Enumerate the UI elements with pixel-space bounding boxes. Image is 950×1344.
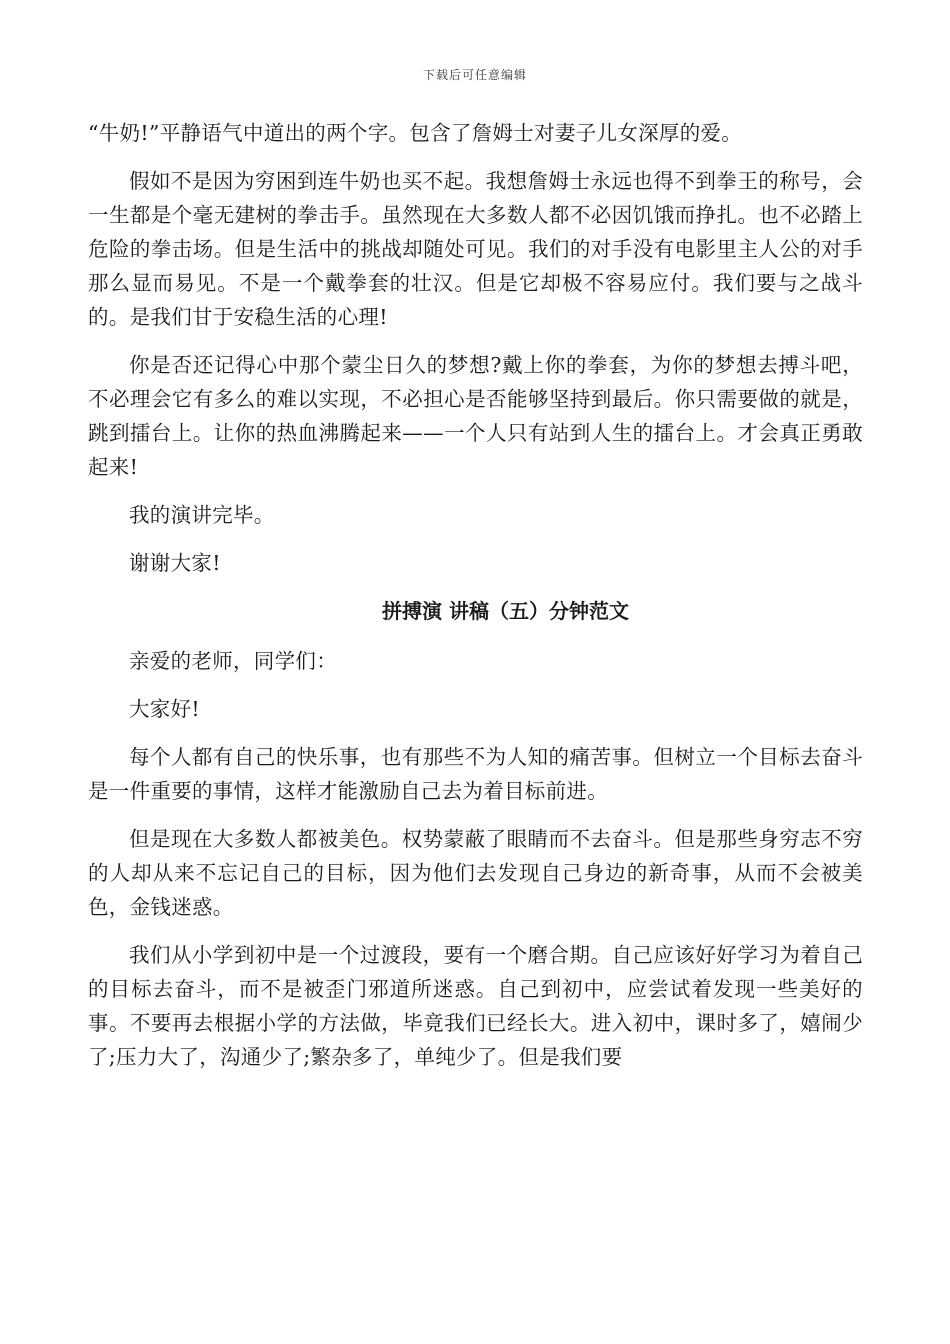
- document-body: [88, 116, 863, 1088]
- paragraph-goal: 每个人都有自己的快乐事，也有那些不为人知的痛苦事。但树立一个目标去奋斗是一件重要的事情，这样才能激励自己去为着目标前进。: [88, 745, 863, 803]
- paragraph-james-boxing: 假如不是因为穷困到连牛奶也买不起。我想詹姆士永远也得不到拳王的称号，会一生都是个毫无建树的拳击手。虽然现在大多数人都不必因饥饿而挣扎。也不必踏上危险的拳击场。但是生活中的挑战却随处可见。我们的对手没有电影里主人公的对手那么显而易见。不是一个戴拳套的壮汉。但是它却极不容易应付。我们要与之战斗的。是我们甘于安稳生活的心理!: [88, 169, 863, 329]
- paragraph-milk: “牛奶!”平静语气中道出的两个字。包含了詹姆士对妻子儿女深厚的爱。: [88, 121, 743, 145]
- page-header: 下载后可任意编辑: [422, 68, 527, 82]
- paragraph-dream: 你是否还记得心中那个蒙尘日久的梦想?戴上你的拳套，为你的梦想去搏斗吧，不必理会它有多么的难以实现，不必担心是否能够坚持到最后。你只需要做的就是，跳到擂台上。让你的热血沸腾起来——一个人只有站到人生的擂台上。才会真正勇敢起来!: [88, 353, 863, 479]
- paragraph-greeting: 大家好!: [129, 697, 200, 721]
- paragraph-transition: 我们从小学到初中是一个过渡段，要有一个磨合期。自己应该好好学习为着自己的目标去奋斗，而不是被歪门邪道所迷惑。自己到初中，应尝试着发现一些美好的事。不要再去根据小学的方法做，毕竟我们已经长大。进入初中，课时多了，嬉闹少了;压力大了，沟通少了;繁杂多了，单纯少了。但是我们要: [88, 943, 863, 1069]
- paragraph-temptation: 但是现在大多数人都被美色。权势蒙蔽了眼睛而不去奋斗。但是那些身穷志不穷的人却从来不忘记自己的目标，因为他们去发现自己身边的新奇事，从而不会被美色，金钱迷惑。: [88, 827, 863, 919]
- paragraph-speech-end: 我的演讲完毕。: [129, 503, 275, 527]
- paragraph-thanks: 谢谢大家!: [129, 551, 221, 575]
- paragraph-salutation: 亲爱的老师，同学们：: [129, 649, 337, 673]
- section-heading: 拼搏演 讲稿（五）分钟范文: [382, 599, 629, 623]
